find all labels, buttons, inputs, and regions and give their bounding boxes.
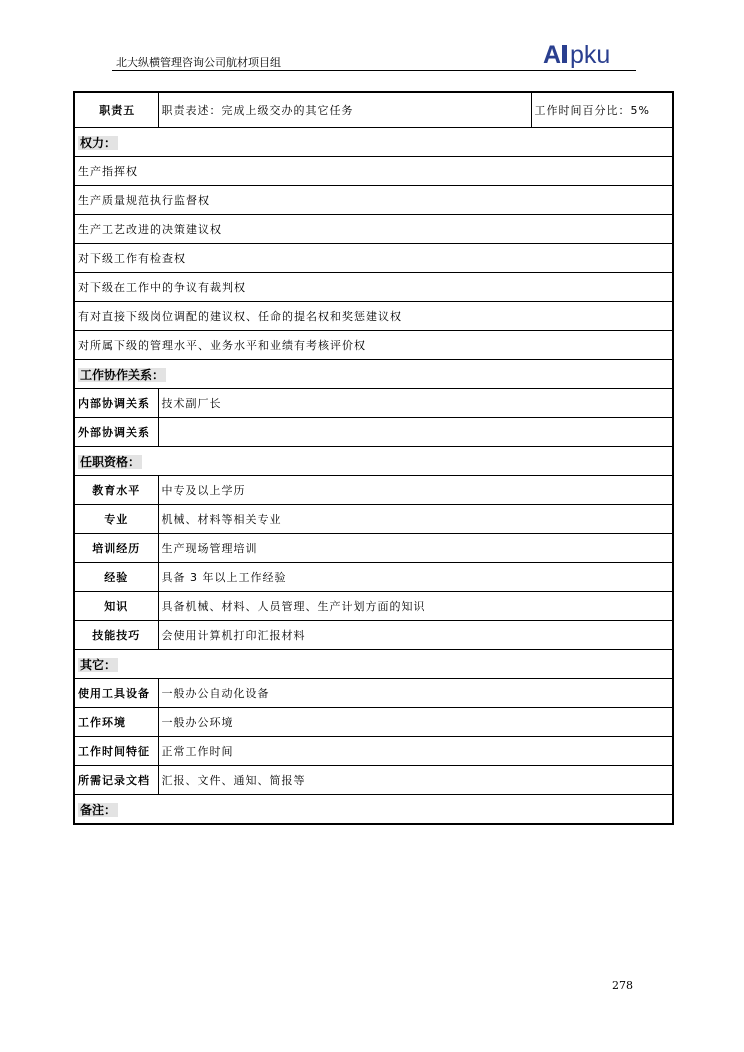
duty-row [74, 92, 673, 128]
other-heading: 其它： [80, 657, 117, 672]
other-label: 使用工具设备 [74, 679, 158, 708]
other-row [74, 737, 673, 766]
authority-item: 生产质量规范执行监督权 [74, 186, 673, 215]
page-number: 278 [612, 979, 633, 992]
cooperation-row [74, 389, 673, 418]
qualification-label: 知识 [74, 592, 158, 621]
authority-item: 生产工艺改进的决策建议权 [74, 215, 673, 244]
qualification-row [74, 534, 673, 563]
authority-item: 对下级在工作中的争议有裁判权 [74, 273, 673, 302]
other-label: 工作时间特征 [74, 737, 158, 766]
qualification-value: 具备机械、材料、人员管理、生产计划方面的知识 [158, 592, 673, 621]
other-label: 工作环境 [74, 708, 158, 737]
qualifications-heading: 任职资格： [80, 454, 141, 469]
authority-item: 对所属下级的管理水平、业务水平和业绩有考核评价权 [74, 331, 673, 360]
other-value: 一般办公环境 [158, 708, 673, 737]
qualification-value: 机械、材料等相关专业 [158, 505, 673, 534]
svg-text:pku: pku [570, 41, 611, 68]
qualification-label: 培训经历 [74, 534, 158, 563]
alpku-logo [542, 40, 634, 68]
cooperation-label: 外部协调关系 [74, 418, 158, 447]
other-row [74, 708, 673, 737]
qualification-row [74, 621, 673, 650]
qualification-label: 技能技巧 [74, 621, 158, 650]
duty-description: 职责表述：完成上级交办的其它任务 [158, 92, 531, 128]
notes-heading: 备注： [80, 802, 117, 817]
qualification-value: 中专及以上学历 [158, 476, 673, 505]
authority-heading: 权力： [80, 135, 117, 150]
other-value: 正常工作时间 [158, 737, 673, 766]
cooperation-section-row [74, 360, 673, 389]
header-title: 北大纵横管理咨询公司航材项目组 [116, 56, 281, 69]
other-value: 一般办公自动化设备 [158, 679, 673, 708]
qualification-label: 经验 [74, 563, 158, 592]
qualification-label: 教育水平 [74, 476, 158, 505]
other-section-row [74, 650, 673, 679]
authority-item: 生产指挥权 [74, 157, 673, 186]
duty-time-percent: 工作时间百分比：5% [531, 92, 673, 128]
cooperation-heading: 工作协作关系： [80, 367, 165, 382]
authority-item: 对下级工作有检查权 [74, 244, 673, 273]
other-row [74, 679, 673, 708]
svg-text:A: A [543, 41, 562, 68]
qualification-row [74, 563, 673, 592]
qualification-row [74, 505, 673, 534]
cooperation-row [74, 418, 673, 447]
other-row [74, 766, 673, 795]
notes-section-row [74, 795, 673, 825]
qualification-row [74, 592, 673, 621]
cooperation-value [158, 418, 673, 447]
other-value: 汇报、文件、通知、简报等 [158, 766, 673, 795]
qualification-value: 生产现场管理培训 [158, 534, 673, 563]
other-label: 所需记录文档 [74, 766, 158, 795]
qualifications-section-row [74, 447, 673, 476]
cooperation-label: 内部协调关系 [74, 389, 158, 418]
authority-item: 有对直接下级岗位调配的建议权、任命的提名权和奖惩建议权 [74, 302, 673, 331]
qualification-label: 专业 [74, 505, 158, 534]
header-rule [112, 70, 636, 71]
qualification-row [74, 476, 673, 505]
qualification-value: 会使用计算机打印汇报材料 [158, 621, 673, 650]
duty-number: 职责五 [74, 92, 158, 128]
authority-section-row [74, 128, 673, 157]
job-description-table [73, 91, 674, 825]
qualification-value: 具备 3 年以上工作经验 [158, 563, 673, 592]
cooperation-value: 技术副厂长 [158, 389, 673, 418]
